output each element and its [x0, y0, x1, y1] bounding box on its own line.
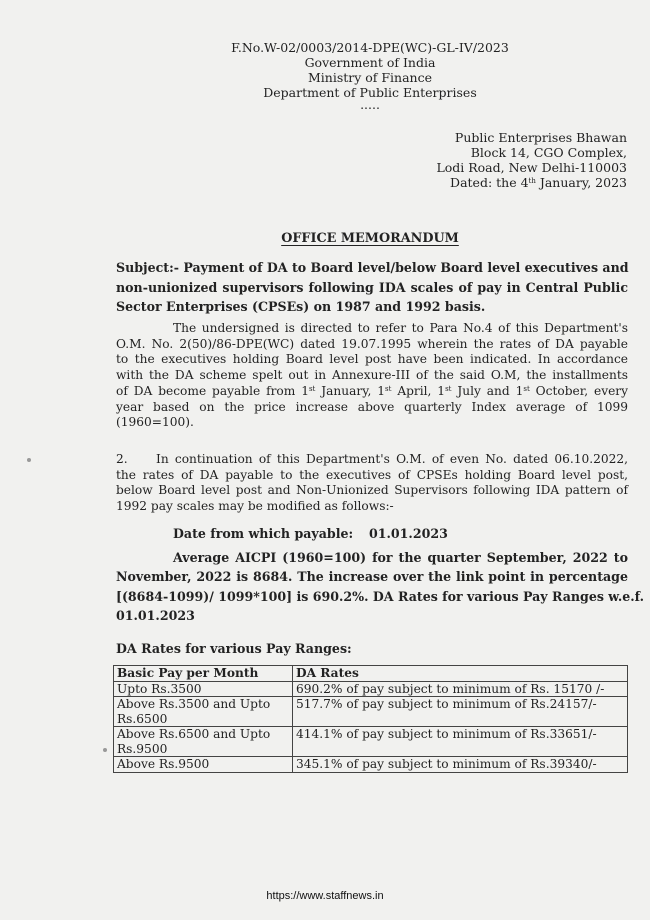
header-cell: Basic Pay per Month — [114, 666, 293, 682]
para-line — [116, 384, 628, 400]
ministry-line: Ministry of Finance — [307, 70, 433, 85]
da-rate-cell: 345.1% of pay subject to minimum of Rs.39340/- — [293, 757, 628, 773]
pay-range-cell: Upto Rs.3500 — [114, 681, 293, 697]
address-line: Block 14, CGO Complex, — [470, 145, 627, 160]
paragraph-2 — [116, 452, 628, 515]
footer-url[interactable]: https://www.staffnews.in — [266, 890, 384, 902]
para-line: (1960=100). — [116, 415, 194, 430]
table-row — [114, 727, 628, 757]
pay-range-cell: Above Rs.3500 and Upto Rs.6500 — [114, 697, 293, 727]
file-number: F.No.W-02/0003/2014-DPE(WC)-GL-IV/2023 — [231, 40, 509, 55]
para-line: The undersigned is directed to refer to Para No.4 of this Department's — [173, 321, 628, 335]
aicpi-line: November, 2022 is 8684. The increase over the link point in percentage — [116, 569, 628, 585]
subject-line: Sector Enterprises (CPSEs) on 1987 and 1992 basis. — [116, 299, 486, 314]
para-line: 1992 pay scales may be modified as follows:- — [116, 499, 394, 514]
text: January, 1 — [315, 383, 386, 398]
da-rate-cell: 690.2% of pay subject to minimum of Rs. 15170 /- — [293, 681, 628, 697]
table-row — [114, 681, 628, 697]
text: of DA become payable from 1 — [116, 383, 309, 398]
dated-line — [436, 175, 627, 190]
address-block — [436, 130, 627, 190]
table-row — [114, 697, 628, 727]
sup: st — [385, 384, 392, 393]
header-cell: DA Rates — [293, 666, 628, 682]
aicpi-line: [(8684-1099)/ 1099*100] is 690.2%. DA Rates for various Pay Ranges w.e.f. — [116, 588, 645, 604]
para-line: O.M. No. 2(50)/86-DPE(WC) dated 19.07.1995 wherein the rates of DA payable — [116, 336, 628, 351]
memo-title-wrap — [170, 231, 570, 246]
text: April, 1 — [391, 383, 446, 398]
para-line — [116, 452, 628, 468]
dated-text: Dated: the 4 — [450, 175, 529, 190]
text: In continuation of this Department's O.M. of even No. dated 06.10.2022, — [156, 452, 628, 466]
scan-speck — [27, 458, 31, 462]
separator-dots: ..... — [360, 97, 380, 112]
address-line: Public Enterprises Bhawan — [454, 130, 627, 145]
aicpi-line: Average AICPI (1960=100) for the quarter September, 2022 to — [173, 550, 628, 565]
pay-range-cell: Above Rs.9500 — [114, 757, 293, 773]
da-rates-table — [113, 665, 628, 773]
text: July and 1 — [451, 383, 524, 398]
department-line: Department of Public Enterprises — [263, 85, 477, 100]
da-rate-cell: 414.1% of pay subject to minimum of Rs.33651/- — [293, 727, 628, 757]
para-line: with the DA scheme spelt out in Annexure-III of the said O.M, the installments — [116, 368, 628, 383]
paragraph-1 — [116, 321, 628, 431]
sup: st — [308, 384, 316, 393]
aicpi-line: 01.01.2023 — [116, 607, 195, 623]
date-payable-label: Date from which payable: — [173, 526, 354, 541]
table-header-row — [114, 666, 628, 682]
pay-range-cell: Above Rs.6500 and Upto Rs.9500 — [114, 727, 293, 757]
aicpi-paragraph — [116, 548, 645, 625]
date-payable — [173, 526, 448, 541]
para-line: the rates of DA payable to the executives of CPSEs holding Board level post, — [116, 467, 628, 482]
scan-speck — [103, 748, 107, 752]
sup: st — [523, 384, 530, 393]
dated-text: January, 2023 — [535, 175, 627, 190]
da-rate-cell: 517.7% of pay subject to minimum of Rs.24157/- — [293, 697, 628, 727]
para-number: 2. — [116, 452, 128, 466]
table-heading: DA Rates for various Pay Ranges: — [116, 641, 352, 656]
date-payable-value: 01.01.2023 — [369, 526, 448, 541]
para-line: year based on the price increase above quarterly Index average of 1099 — [116, 399, 628, 414]
para-line: to the executives holding Board level post have been indicated. In accordance — [116, 352, 628, 367]
address-line: Lodi Road, New Delhi-110003 — [436, 160, 627, 175]
letterhead — [170, 40, 570, 110]
table-row — [114, 757, 628, 773]
government-line: Government of India — [304, 55, 436, 70]
sup: st — [445, 384, 452, 393]
subject-line: Subject:- Payment of DA to Board level/below Board level executives and — [116, 260, 629, 275]
para-line: below Board level post and Non-Unionized Supervisors following IDA pattern of — [116, 483, 628, 498]
dated-sup: th — [528, 177, 536, 185]
subject — [116, 258, 628, 317]
text: October, every — [529, 383, 629, 398]
memo-title: OFFICE MEMORANDUM — [281, 231, 459, 246]
subject-line: non-unionized supervisors following IDA scales of pay in Central Public — [116, 279, 628, 295]
